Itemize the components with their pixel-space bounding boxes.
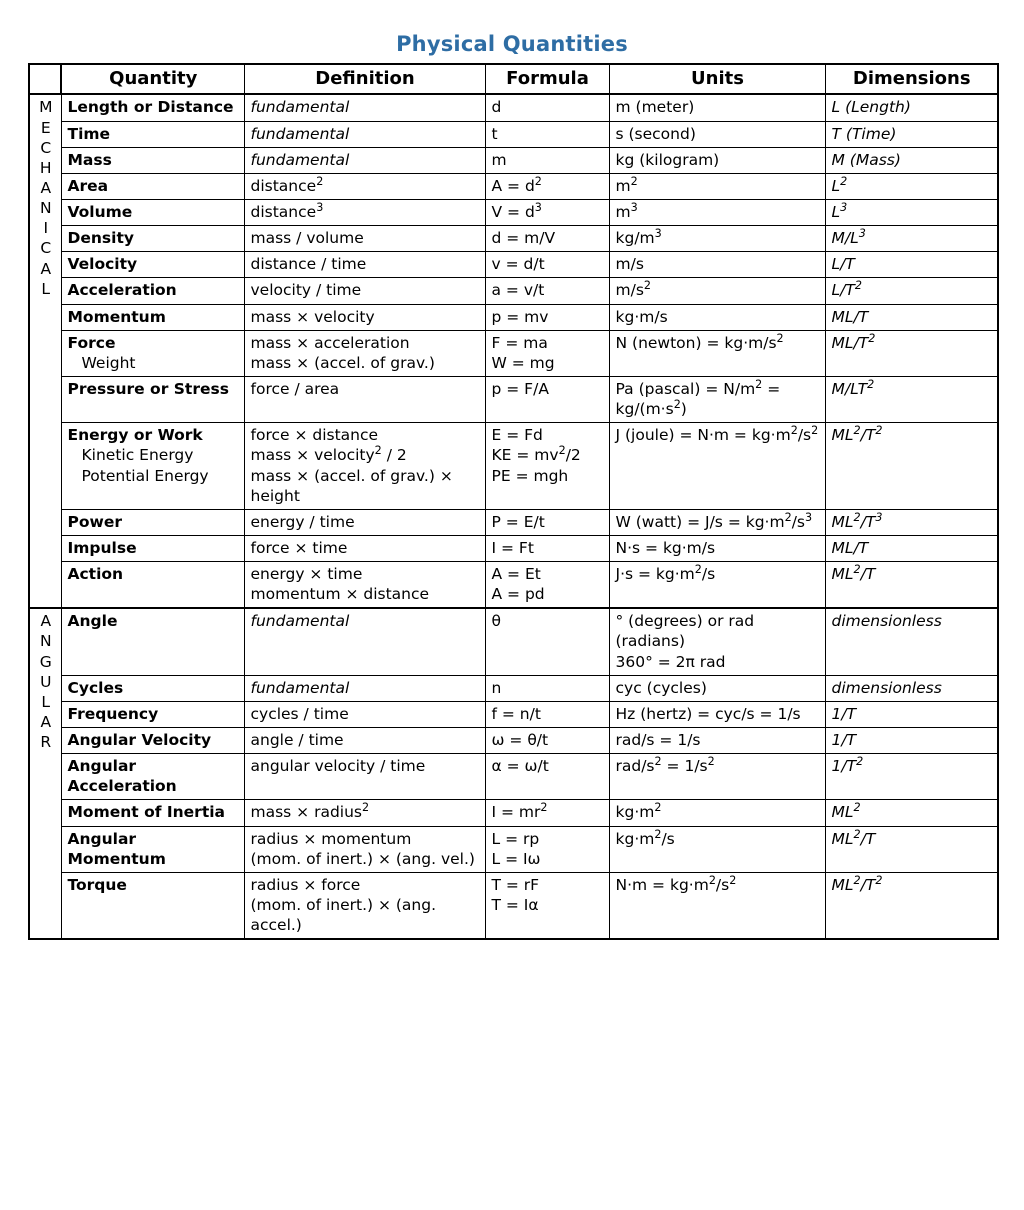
cell-dimensions: $ML/T^2$: [825, 330, 998, 376]
cell-definition: radius × momentum (mom. of inert.) × (ang. vel.): [244, 826, 485, 872]
cell-definition: velocity / time: [244, 278, 485, 304]
cell-units: J (joule) = $N\cdot m = kg\cdot m^2/s^2$: [609, 423, 825, 510]
cell-definition: force / area: [244, 376, 485, 422]
column-header-quantity: Quantity: [61, 64, 244, 94]
table-row: [29, 199, 998, 225]
cell-units: N (newton) = $kg\cdot m/s^2$: [609, 330, 825, 376]
cell-formula: $I = mr^2$: [485, 800, 609, 826]
table-row: [29, 608, 998, 675]
cell-units: ° (degrees) or rad (radians) 360° = 2π rad: [609, 608, 825, 675]
cell-definition: force × distance mass × velocity$^2$ / 2 mass × (accel. of grav.) × height: [244, 423, 485, 510]
cell-formula: f = n/t: [485, 701, 609, 727]
cell-definition: distance / time: [244, 252, 485, 278]
cell-formula: a = v/t: [485, 278, 609, 304]
cell-formula: F = ma W = mg: [485, 330, 609, 376]
cell-formula: p = F/A: [485, 376, 609, 422]
cell-dimensions: $L/T^2$: [825, 278, 998, 304]
table-row: [29, 675, 998, 701]
cell-definition: distance$^3$: [244, 199, 485, 225]
cell-dimensions: $ML^2/T$: [825, 562, 998, 609]
cell-units: rad/s = 1/s: [609, 728, 825, 754]
table-row: [29, 728, 998, 754]
cell-definition: mass × velocity: [244, 304, 485, 330]
cell-dimensions: ML/T: [825, 535, 998, 561]
cell-dimensions: 1/T: [825, 728, 998, 754]
cell-quantity: Acceleration: [61, 278, 244, 304]
cell-dimensions: L/T: [825, 252, 998, 278]
table-row: [29, 872, 998, 939]
cell-dimensions: dimensionless: [825, 608, 998, 675]
cell-definition: angular velocity / time: [244, 754, 485, 800]
physical-quantities-table: [28, 63, 999, 940]
cell-dimensions: $ML^2$: [825, 800, 998, 826]
cell-units: $m^2$: [609, 173, 825, 199]
cell-units: $kg\cdot m^2/s$: [609, 826, 825, 872]
cell-quantity: Frequency: [61, 701, 244, 727]
cell-dimensions: $1/T^2$: [825, 754, 998, 800]
column-header-units: Units: [609, 64, 825, 94]
cell-definition: energy × time momentum × distance: [244, 562, 485, 609]
table-row: [29, 826, 998, 872]
cell-formula: t: [485, 121, 609, 147]
cell-units: $kg\cdot m^2$: [609, 800, 825, 826]
column-header-definition: Definition: [244, 64, 485, 94]
table-row: [29, 376, 998, 422]
cell-units: Hz (hertz) = cyc/s = 1/s: [609, 701, 825, 727]
table-row: [29, 252, 998, 278]
cell-units: rad/$s^2 = 1/s^2$: [609, 754, 825, 800]
table-body: [29, 94, 998, 939]
cell-definition: force × time: [244, 535, 485, 561]
cell-dimensions: 1/T: [825, 701, 998, 727]
cell-quantity: Power: [61, 509, 244, 535]
cell-formula: n: [485, 675, 609, 701]
cell-definition: cycles / time: [244, 701, 485, 727]
cell-definition: radius × force (mom. of inert.) × (ang. accel.): [244, 872, 485, 939]
cell-formula: ω = θ/t: [485, 728, 609, 754]
table-row: [29, 423, 998, 510]
cell-quantity: Angular Velocity: [61, 728, 244, 754]
cell-units: $kg/m^3$: [609, 226, 825, 252]
cell-quantity: Angular Momentum: [61, 826, 244, 872]
header-row: [29, 64, 998, 94]
table-row: [29, 173, 998, 199]
cell-quantity: Pressure or Stress: [61, 376, 244, 422]
cell-formula: α = ω/t: [485, 754, 609, 800]
section-label-mechanical: M E C H A N I C A L: [29, 94, 61, 608]
cell-dimensions: $ML^2/T^3$: [825, 509, 998, 535]
cell-quantity: Momentum: [61, 304, 244, 330]
table-row: [29, 800, 998, 826]
cell-formula: E = Fd KE = $mv^2/2$ PE = mgh: [485, 423, 609, 510]
cell-definition: fundamental: [244, 94, 485, 121]
cell-definition: mass × acceleration mass × (accel. of grav.): [244, 330, 485, 376]
cell-definition: mass × radius$^2$: [244, 800, 485, 826]
cell-formula: I = Ft: [485, 535, 609, 561]
table-row: [29, 754, 998, 800]
cell-quantity: Volume: [61, 199, 244, 225]
cell-quantity: Action: [61, 562, 244, 609]
cell-definition: mass / volume: [244, 226, 485, 252]
column-header-formula: Formula: [485, 64, 609, 94]
cell-dimensions: $M/LT^2$: [825, 376, 998, 422]
cell-formula: v = d/t: [485, 252, 609, 278]
cell-dimensions: ML/T: [825, 304, 998, 330]
cell-units: $N\cdot m = kg\cdot m^2/s^2$: [609, 872, 825, 939]
cell-definition: angle / time: [244, 728, 485, 754]
cell-formula: m: [485, 147, 609, 173]
cell-quantity: Torque: [61, 872, 244, 939]
cell-units: kg (kilogram): [609, 147, 825, 173]
page-title: Physical Quantities: [396, 32, 628, 56]
table-row: [29, 701, 998, 727]
cell-definition: fundamental: [244, 675, 485, 701]
cell-quantity: Mass: [61, 147, 244, 173]
cell-definition: distance$^2$: [244, 173, 485, 199]
table-row: [29, 304, 998, 330]
cell-quantity: Impulse: [61, 535, 244, 561]
cell-formula: A = Et A = pd: [485, 562, 609, 609]
cell-units: Pa (pascal) = $N/m^2 = kg/(m\cdot s^2)$: [609, 376, 825, 422]
table-row: [29, 121, 998, 147]
cell-definition: energy / time: [244, 509, 485, 535]
table-row: [29, 147, 998, 173]
cell-formula: L = rp L = Iω: [485, 826, 609, 872]
cell-formula: d: [485, 94, 609, 121]
cell-quantity: Area: [61, 173, 244, 199]
cell-definition: fundamental: [244, 121, 485, 147]
cell-formula: P = E/t: [485, 509, 609, 535]
table-header: [29, 64, 998, 94]
cell-dimensions: T (Time): [825, 121, 998, 147]
table-row: [29, 562, 998, 609]
cell-units: kg·m/s: [609, 304, 825, 330]
cell-units: $m/s^2$: [609, 278, 825, 304]
cell-dimensions: M (Mass): [825, 147, 998, 173]
cell-units: W (watt) = $J/s = kg\cdot m^2/s^3$: [609, 509, 825, 535]
cell-dimensions: $L^2$: [825, 173, 998, 199]
cell-dimensions: dimensionless: [825, 675, 998, 701]
cell-quantity: Cycles: [61, 675, 244, 701]
table-row: [29, 226, 998, 252]
column-header-section: [29, 64, 61, 94]
table-row: [29, 330, 998, 376]
cell-quantity: Energy or Work Kinetic Energy Potential Energy: [61, 423, 244, 510]
cell-definition: fundamental: [244, 147, 485, 173]
cell-quantity: Density: [61, 226, 244, 252]
cell-dimensions: L (Length): [825, 94, 998, 121]
cell-quantity: Time: [61, 121, 244, 147]
cell-definition: fundamental: [244, 608, 485, 675]
cell-units: N·s = kg·m/s: [609, 535, 825, 561]
cell-formula: p = mv: [485, 304, 609, 330]
cell-dimensions: $L^3$: [825, 199, 998, 225]
section-label-angular: A N G U L A R: [29, 608, 61, 939]
cell-quantity: Length or Distance: [61, 94, 244, 121]
cell-formula: T = rF T = Iα: [485, 872, 609, 939]
cell-units: $m^3$: [609, 199, 825, 225]
table-row: [29, 509, 998, 535]
cell-formula: θ: [485, 608, 609, 675]
cell-units: $J\cdot s = kg\cdot m^2/s$: [609, 562, 825, 609]
cell-quantity: Force Weight: [61, 330, 244, 376]
cell-dimensions: $M/L^3$: [825, 226, 998, 252]
cell-units: s (second): [609, 121, 825, 147]
table-row: [29, 535, 998, 561]
cell-dimensions: $ML^2/T^2$: [825, 423, 998, 510]
column-header-dimensions: Dimensions: [825, 64, 998, 94]
cell-quantity: Angle: [61, 608, 244, 675]
cell-dimensions: $ML^2/T^2$: [825, 872, 998, 939]
cell-quantity: Moment of Inertia: [61, 800, 244, 826]
cell-units: m/s: [609, 252, 825, 278]
cell-quantity: Angular Acceleration: [61, 754, 244, 800]
cell-dimensions: $ML^2/T$: [825, 826, 998, 872]
cell-units: cyc (cycles): [609, 675, 825, 701]
cell-formula: $V = d^3$: [485, 199, 609, 225]
table-row: [29, 94, 998, 121]
cell-quantity: Velocity: [61, 252, 244, 278]
table-row: [29, 278, 998, 304]
cell-units: m (meter): [609, 94, 825, 121]
cell-formula: $A = d^2$: [485, 173, 609, 199]
cell-formula: d = m/V: [485, 226, 609, 252]
